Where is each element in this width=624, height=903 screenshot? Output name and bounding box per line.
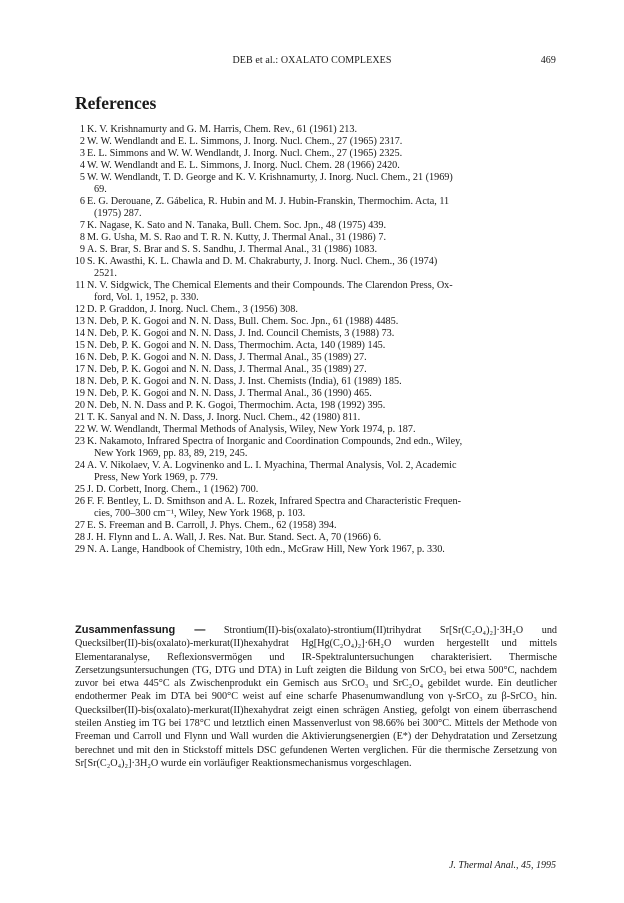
reference-number: 12: [74, 304, 85, 315]
reference-text: [87, 412, 557, 424]
reference-number: 2: [79, 136, 85, 147]
reference-item: [73, 364, 557, 376]
reference-citation: E. G. Derouane, Z. Gábelica, R. Hubin and M. J. Hubin-Franskin, Thermochim. Acta, 11: [87, 196, 450, 207]
reference-item: [73, 520, 557, 532]
reference-item: [73, 412, 557, 424]
reference-item: [73, 352, 557, 364]
reference-continuation: Press, New York 1969, p. 779.: [94, 472, 218, 483]
reference-number: 18: [74, 376, 85, 387]
reference-item: [73, 148, 557, 160]
reference-text: [87, 220, 557, 232]
reference-number: 1: [79, 124, 85, 135]
reference-number: 19: [74, 388, 85, 399]
reference-continuation: 69.: [94, 184, 107, 195]
reference-citation: W. W. Wendlandt and E. L. Simmons, J. Inorg. Nucl. Chem. 28 (1966) 2420.: [87, 160, 400, 171]
reference-text: [87, 316, 557, 328]
reference-number: 10: [74, 256, 85, 267]
references-list: [73, 124, 557, 556]
reference-continuation: (1975) 287.: [94, 208, 142, 219]
running-head: [0, 55, 624, 69]
reference-item: [73, 484, 557, 496]
reference-item: [73, 532, 557, 544]
reference-text: [87, 364, 557, 376]
reference-number: 26: [74, 496, 85, 507]
reference-text: [87, 424, 557, 436]
reference-item: [73, 232, 557, 244]
reference-item: [73, 316, 557, 328]
reference-item: [73, 280, 557, 304]
reference-citation: N. V. Sidgwick, The Chemical Elements and their Compounds. The Clarendon Press, Ox-: [87, 280, 453, 291]
reference-citation: F. F. Bentley, L. D. Smithson and A. L. Rozek, Infrared Spectra and Characteristic Frequen-: [87, 496, 461, 507]
reference-number: 22: [74, 424, 85, 435]
running-head-title: DEB et al.: OXALATO COMPLEXES: [232, 55, 392, 66]
summary-paragraph: [75, 624, 557, 770]
reference-citation: K. Nakamoto, Infrared Spectra of Inorganic and Coordination Compounds, 2nd edn., Wiley,: [87, 436, 463, 447]
reference-citation: A. S. Brar, S. Brar and S. S. Sandhu, J. Thermal Anal., 31 (1986) 1083.: [87, 244, 378, 255]
reference-number: 5: [79, 172, 85, 183]
summary-text: Strontium(II)-bis(oxalato)-strontium(II)trihydrat Sr[Sr(C₂O₄)₂]·3H₂O und Quecksilber(II)-bis(oxalato)-merkurat(II)hexahydrat Hg[Hg(C₂O₄)₂]·6H₂O wurden hergestellt und mittels Elementaranalyse, Reflexionsvermögen und IR-Spektraluntersuchungen charakterisiert. Thermische Zersetzungsuntersuchungen (TG, DTG und DTA) in Luft zeigten die Bildung von SrCO₃ bei etwa 500°C, nachdem zuvor bei etwa 445°C als Zwischenprodukt ein Gemisch aus SrCO₃ und SrC₂O₄ gebildet wurde. Ein deutlicher endothermer Peak im DTA bei 900°C weist auf eine scharfe Phasenumwandlung von γ-SrCO₃ zu β-SrCO₃ hin. Quecksilber(II)-bis(oxalato)-merkurat(II)hexahydrat zeigt einen schrägen Anstieg, gefolgt von einem überraschend steilen Anstieg im TG bei 178°C und letztlich einen Massenverlust von 98.66% bei 300°C. Mittels der Methode von Freeman und Carroll und Flynn und Wall wurden die Aktivierungsenergien (E*) der Dehydratation und Zersetzung berechnet und mit den in Stickstoff mittels DSC gefundenen Werten verglichen. Für die thermische Zersetzung von Sr[Sr(C₂O₄)₂]·3H₂O wurde ein vorläufiger Reaktionsmechanismus vorgeschlagen.: [75, 625, 558, 769]
reference-continuation: New York 1969, pp. 83, 89, 219, 245.: [94, 448, 248, 459]
reference-item: [73, 244, 557, 256]
reference-text: [87, 256, 557, 280]
reference-number: 17: [74, 364, 85, 375]
reference-text: [87, 136, 557, 148]
reference-citation: W. W. Wendlandt, T. D. George and K. V. Krishnamurty, J. Inorg. Nucl. Chem., 21 (1969): [87, 172, 453, 183]
journal-citation: J. Thermal Anal., 45, 1995: [448, 860, 556, 871]
reference-item: [73, 160, 557, 172]
reference-number: 25: [74, 484, 85, 495]
reference-number: 11: [75, 280, 85, 291]
reference-text: [87, 376, 557, 388]
reference-continuation: cies, 700–300 cm⁻¹, Wiley, New York 1968, p. 103.: [94, 508, 306, 519]
reference-item: [73, 544, 557, 556]
reference-text: [87, 340, 557, 352]
reference-text: [87, 232, 557, 244]
reference-citation: S. K. Awasthi, K. L. Chawla and D. M. Chakraburty, J. Inorg. Nucl. Chem., 36 (1974): [87, 256, 438, 267]
reference-continuation: 2521.: [94, 268, 117, 279]
reference-item: [73, 376, 557, 388]
reference-number: 9: [79, 244, 85, 255]
reference-text: [87, 436, 557, 460]
reference-citation: W. W. Wendlandt, Thermal Methods of Analysis, Wiley, New York 1974, p. 187.: [87, 424, 416, 435]
reference-item: [73, 388, 557, 400]
references-heading: References: [75, 93, 157, 113]
reference-number: 6: [79, 196, 85, 207]
reference-item: [73, 424, 557, 436]
reference-item: [73, 328, 557, 340]
reference-text: [87, 460, 557, 484]
reference-number: 16: [74, 352, 85, 363]
reference-item: [73, 124, 557, 136]
reference-number: 4: [79, 160, 85, 171]
reference-number: 28: [74, 532, 85, 543]
reference-citation: T. K. Sanyal and N. N. Dass, J. Inorg. Nucl. Chem., 42 (1980) 811.: [87, 412, 361, 423]
reference-citation: W. W. Wendlandt and E. L. Simmons, J. Inorg. Nucl. Chem., 27 (1965) 2317.: [87, 136, 403, 147]
reference-number: 13: [74, 316, 85, 327]
reference-item: [73, 136, 557, 148]
reference-number: 3: [79, 148, 85, 159]
reference-text: [87, 484, 557, 496]
reference-number: 29: [74, 544, 85, 555]
reference-item: [73, 460, 557, 484]
reference-number: 15: [74, 340, 85, 351]
reference-citation: E. L. Simmons and W. W. Wendlandt, J. Inorg. Nucl. Chem., 27 (1965) 2325.: [87, 148, 403, 159]
reference-item: [73, 436, 557, 460]
reference-item: [73, 304, 557, 316]
reference-citation: N. A. Lange, Handbook of Chemistry, 10th edn., McGraw Hill, New York 1967, p. 330.: [87, 544, 445, 555]
reference-text: [87, 352, 557, 364]
reference-citation: N. Deb, P. K. Gogoi and N. N. Dass, J. Thermal Anal., 35 (1989) 27.: [87, 352, 367, 363]
reference-number: 21: [74, 412, 85, 423]
reference-text: [87, 280, 557, 304]
reference-text: [87, 388, 557, 400]
reference-number: 24: [74, 460, 85, 471]
reference-text: [87, 160, 557, 172]
reference-item: [73, 196, 557, 220]
reference-citation: M. G. Usha, M. S. Rao and T. R. N. Kutty, J. Thermal Anal., 31 (1986) 7.: [87, 232, 387, 243]
reference-citation: N. Deb, P. K. Gogoi and N. N. Dass, J. Inst. Chemists (India), 61 (1989) 185.: [87, 376, 402, 387]
reference-text: [87, 244, 557, 256]
reference-citation: N. Deb, P. K. Gogoi and N. N. Dass, J. Thermal Anal., 36 (1990) 465.: [87, 388, 372, 399]
reference-number: 7: [79, 220, 85, 231]
reference-citation: K. V. Krishnamurty and G. M. Harris, Chem. Rev., 61 (1961) 213.: [87, 124, 358, 135]
reference-citation: J. D. Corbett, Inorg. Chem., 1 (1962) 700.: [87, 484, 259, 495]
page-number: 469: [540, 55, 556, 66]
reference-item: [73, 220, 557, 232]
reference-citation: A. V. Nikolaev, V. A. Logvinenko and L. I. Myachina, Thermal Analysis, Vol. 2, Academic: [87, 460, 457, 471]
reference-citation: N. Deb, P. K. Gogoi and N. N. Dass, J. Thermal Anal., 35 (1989) 27.: [87, 364, 367, 375]
reference-number: 20: [74, 400, 85, 411]
reference-item: [73, 340, 557, 352]
reference-text: [87, 304, 557, 316]
reference-number: 8: [79, 232, 85, 243]
reference-item: [73, 496, 557, 520]
reference-citation: N. Deb, P. K. Gogoi and N. N. Dass, Bull. Chem. Soc. Jpn., 61 (1988) 4485.: [87, 316, 399, 327]
reference-text: [87, 172, 557, 196]
reference-continuation: ford, Vol. 1, 1952, p. 330.: [94, 292, 199, 303]
reference-citation: N. Deb, P. K. Gogoi and N. N. Dass, Thermochim. Acta, 140 (1989) 145.: [87, 340, 386, 351]
reference-text: [87, 124, 557, 136]
reference-item: [73, 400, 557, 412]
reference-text: [87, 532, 557, 544]
reference-text: [87, 148, 557, 160]
reference-text: [87, 328, 557, 340]
reference-number: 27: [74, 520, 85, 531]
reference-item: [73, 172, 557, 196]
reference-citation: N. Deb, P. K. Gogoi and N. N. Dass, J. Ind. Council Chemists, 3 (1988) 73.: [87, 328, 395, 339]
reference-text: [87, 496, 557, 520]
reference-text: [87, 400, 557, 412]
reference-citation: K. Nagase, K. Sato and N. Tanaka, Bull. Chem. Soc. Jpn., 48 (1975) 439.: [87, 220, 387, 231]
reference-citation: N. Deb, N. N. Dass and P. K. Gogoi, Thermochim. Acta, 198 (1992) 395.: [87, 400, 386, 411]
summary-keyword: Zusammenfassung —: [75, 624, 206, 636]
reference-text: [87, 544, 557, 556]
reference-text: [87, 520, 557, 532]
reference-citation: J. H. Flynn and L. A. Wall, J. Res. Nat. Bur. Stand. Sect. A, 70 (1966) 6.: [87, 532, 382, 543]
reference-item: [73, 256, 557, 280]
reference-number: 23: [74, 436, 85, 447]
reference-number: 14: [74, 328, 85, 339]
reference-citation: D. P. Graddon, J. Inorg. Nucl. Chem., 3 (1956) 308.: [87, 304, 298, 315]
reference-text: [87, 196, 557, 220]
reference-citation: E. S. Freeman and B. Carroll, J. Phys. Chem., 62 (1958) 394.: [87, 520, 337, 531]
